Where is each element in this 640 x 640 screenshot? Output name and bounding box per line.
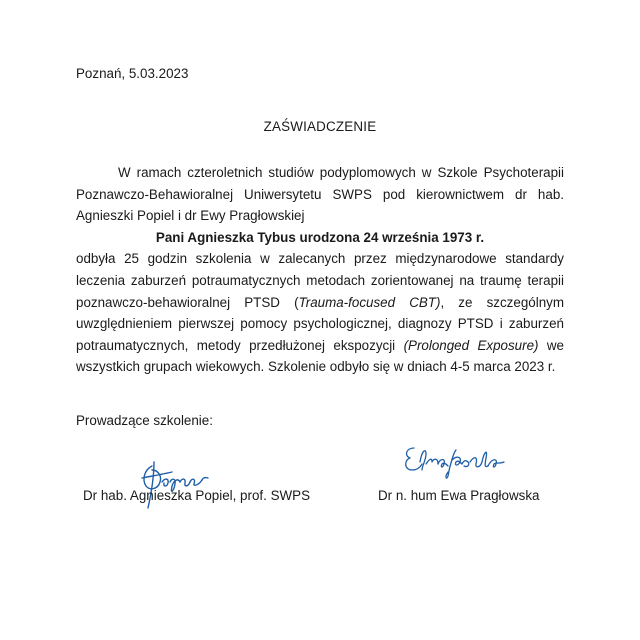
body-text-part-2: , ze szczególnym uwzględnieniem pierwszej pomocy psychologicznej, diagnozy PTSD i zaburzeń potraumatycznych, metody przedłużonej ekspozycji [76,294,564,353]
intro-paragraph: W ramach czteroletnich studiów podyplomowych w Szkole Psychoterapii Poznawczo-Behawioralnej Uniwersytetu SWPS pod kierownictwem dr hab. Agnieszki Popiel i dr Ewy Pragłowskiej [76,165,564,224]
training-paragraph [76,248,564,378]
signatory-right-name: Dr n. hum Ewa Pragłowska [378,488,540,503]
document-title: ZAŚWIADCZENIE [263,119,377,134]
certificate-body [76,162,564,378]
recipient-line: Pani Agnieszka Tybus urodzona 24 września 1973 r. [155,229,485,245]
body-italic-2: (Prolonged Exposure) [403,337,539,353]
body-text-part-3: we wszystkich grupach wiekowych. Szkolenie odbyło się w dniach 4-5 marca 2023 r. [76,337,565,375]
leaders-label: Prowadzące szkolenie: [76,413,213,428]
signature-right-image [398,442,518,484]
body-italic-1: Trauma-focused CBT) [298,294,441,310]
signature-left-image [132,456,216,516]
body-text-part-1: odbyła 25 godzin szkolenia w zalecanych przez międzynarodowe standardy leczenia zaburzeń potraumatycznych metodach zorientowanej na traumę terapii poznawczo-behawioralnej PTSD ( [76,251,564,310]
signatory-left-name: Dr hab. Agnieszka Popiel, prof. SWPS [83,488,311,503]
date-line: Poznań, 5.03.2023 [76,66,189,81]
